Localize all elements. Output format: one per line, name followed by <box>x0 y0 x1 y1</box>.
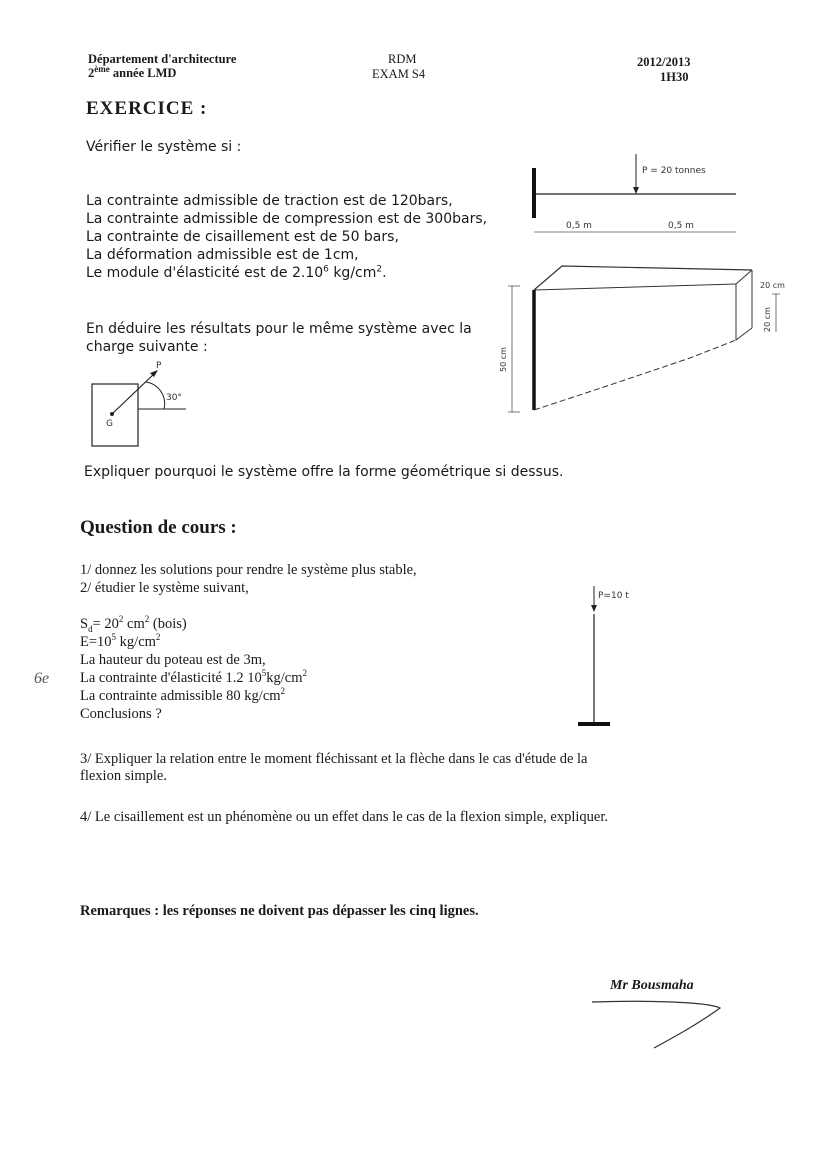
load-arrow-head-icon <box>633 187 639 194</box>
angle-label: 30° <box>166 393 182 403</box>
column-diagram <box>570 580 670 740</box>
question-1: 1/ donnez les solutions pour rendre le système plus stable, <box>80 562 417 578</box>
column-arrow-head-icon <box>591 605 597 612</box>
conditions-list <box>86 192 487 282</box>
department-label: Département d'architecture <box>88 52 237 66</box>
condition-item: La contrainte de cisaillement est de 50 bars, <box>86 229 399 245</box>
year-number: 2 <box>88 66 95 80</box>
question-4: 4/ Le cisaillement est un phénomène ou un effet dans le cas de la flexion simple, expliquer. <box>80 809 609 825</box>
subject-label: RDM <box>388 52 417 66</box>
deduce-line-2: charge suivante : <box>86 339 208 355</box>
conclusions-line: Conclusions ? <box>80 706 162 722</box>
load-direction-line <box>112 372 156 414</box>
span-right-label: 0,5 m <box>668 221 694 231</box>
beam-diagram <box>490 150 790 420</box>
beam-front-top <box>534 284 736 290</box>
beam-end-top <box>736 270 752 284</box>
signature-scribble <box>588 996 728 1056</box>
question-3-line-2: flexion simple. <box>80 768 167 784</box>
duration-label: 1H30 <box>660 70 689 84</box>
cours-questions <box>80 561 417 597</box>
modulus-e-line: $E=10^5$ $kg/cm^2$ <box>80 632 161 650</box>
year-superscript: ème <box>94 63 110 74</box>
beam-load-label: P = 20 tonnes <box>642 166 706 176</box>
question-2: 2/ étudier le système suivant, <box>80 580 249 596</box>
remarques: Remarques : les réponses ne doivent pas dépasser les cinq lignes. <box>80 903 479 919</box>
explain-text: Expliquer pourquoi le système offre la forme géométrique si dessus. <box>84 464 564 480</box>
exercice-intro: Vérifier le système si : <box>86 139 242 155</box>
year-label <box>88 63 177 80</box>
deduce-line-1: En déduire les résultats pour le même système avec la <box>86 321 472 337</box>
exercice-title: EXERCICE : <box>86 98 208 119</box>
section-load-label: P <box>156 361 162 371</box>
elasticity-line: La contrainte d'élasticité 1.2 $10^5kg/cm^2$ <box>80 668 308 686</box>
condition-item: La contrainte admissible de compression est de 300bars, <box>86 211 488 227</box>
admissible-line: La contrainte admissible 80 $kg/cm^2$ <box>80 686 286 704</box>
exam-label: EXAM S4 <box>372 67 426 81</box>
height-left-label: 50 cm <box>499 347 508 372</box>
academic-year: 2012/2013 <box>637 55 691 69</box>
column-load-label: P=10 t <box>598 591 629 601</box>
span-left-label: 0,5 m <box>566 221 592 231</box>
margin-note: 6e <box>34 670 50 687</box>
angle-arc <box>146 382 165 409</box>
height-right-label: 20 cm <box>763 307 772 332</box>
section-diagram <box>84 358 194 450</box>
beam-bottom-edge <box>534 340 736 410</box>
section-rectangle <box>92 384 138 446</box>
question-3-line-1: 3/ Expliquer la relation entre le moment fléchissant et la flèche dans le cas d'étude de la <box>80 751 588 767</box>
beam-end-bottom <box>736 328 752 340</box>
width-label: 20 cm <box>760 281 785 290</box>
modulus-line: Le module d'élasticité est de 2.10$^6$ $kg/cm^2$. <box>86 264 387 281</box>
year-rest: année LMD <box>109 66 177 80</box>
centroid-label: G <box>106 419 113 429</box>
condition-item: La déformation admissible est de 1cm, <box>86 247 359 263</box>
section-line: $S_d= 20^2$ $cm^2$ (bois) <box>80 614 187 634</box>
cours-title: Question de cours : <box>80 517 237 538</box>
column-data-list <box>80 615 307 723</box>
signature-name: Mr Bousmaha <box>610 978 694 993</box>
height-line: La hauteur du poteau est de 3m, <box>80 652 266 668</box>
centroid-point <box>110 412 114 416</box>
condition-item: La contrainte admissible de traction est de 120bars, <box>86 193 453 209</box>
